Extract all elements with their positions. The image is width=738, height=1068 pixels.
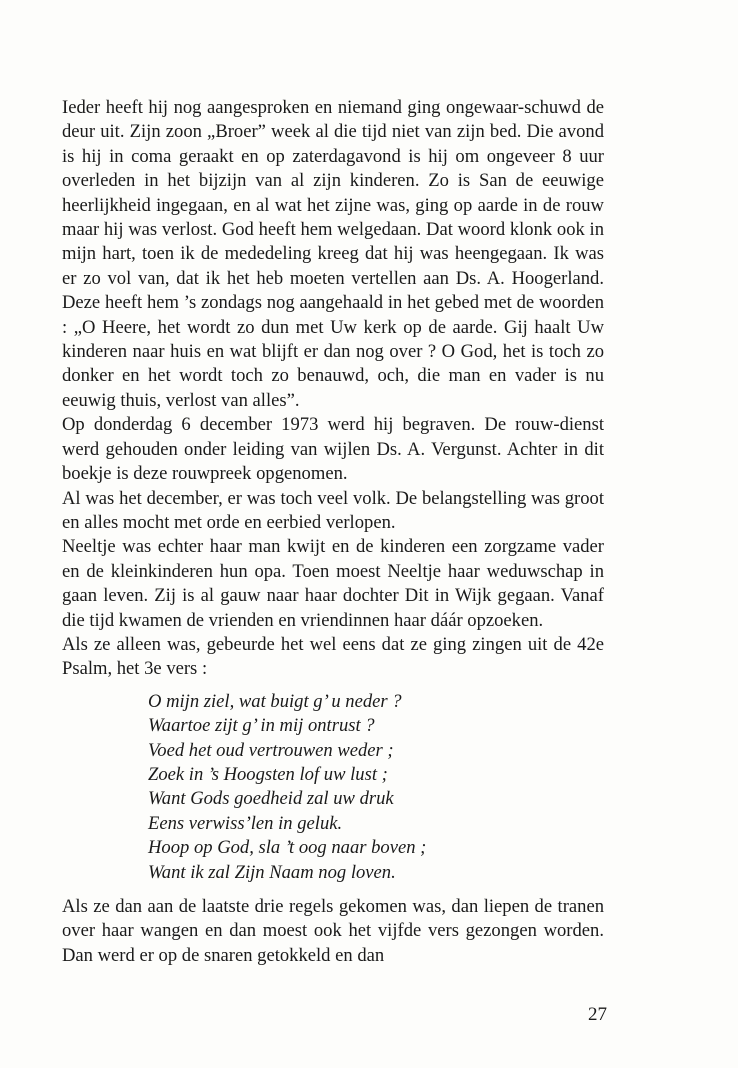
poem-line: Waartoe zijt g’ in mij ontrust ? — [148, 715, 375, 737]
poem-line: Voed het oud vertrouwen weder ; — [148, 739, 394, 761]
paragraph-funeral: Op donderdag 6 december 1973 werd hij begraven. De rouw-dienst werd gehouden onder leiding van wijlen Ds. A. Vergunst. Achter in dit boekje is deze rouwpreek opgenomen. — [62, 414, 604, 485]
paragraph-psalm-intro: Als ze alleen was, gebeurde het wel eens dat ze ging zingen uit de 42e Psalm, het 3e vers : — [62, 633, 604, 680]
poem-line: Hoop op God, sla ’t oog naar boven ; — [148, 837, 427, 859]
page-number: 27 — [588, 1004, 607, 1025]
body-text — [62, 96, 604, 968]
poem-line: O mijn ziel, wat buigt g’ u neder ? — [148, 690, 402, 712]
psalm-verse — [148, 690, 604, 885]
poem-line: Zoek in ’s Hoogsten lof uw lust ; — [148, 763, 388, 785]
paragraph-death: Ieder heeft hij nog aangesproken en niemand ging ongewaar-schuwd de deur uit. Zijn zoon „Broer” week al die tijd niet van zijn bed. Die avond is hij in coma geraakt en op zaterdagavond is hij om ongeveer 8 uur overleden in het bijzijn van al zijn kinderen. Zo is San de eeuwige heerlijkheid ingegaan, en al wat het zijne was, ging op aarde in de rouw maar hij was verlost. God heeft hem welgedaan. Dat woord klonk ook in mijn hart, toen ik de mededeling kreeg dat hij was heengegaan. Ik was er zo vol van, dat ik het heb moeten vertellen aan Ds. A. Hoogerland. Deze heeft hem ’s zondags nog aangehaald in het gebed met de woorden : „O Heere, het wordt zo dun met Uw kerk op de aarde. Gij haalt Uw kinderen naar huis en wat blijft er dan nog over ? O God, het is toch zo donker en het wordt toch zo benauwd, och, die man en vader is nu eeuwig thuis, verlost van alles”. — [62, 97, 604, 411]
poem-line: Want ik zal Zijn Naam nog loven. — [148, 861, 396, 883]
poem-line: Eens verwiss’len in geluk. — [148, 812, 343, 834]
paragraph-widowhood: Neeltje was echter haar man kwijt en de kinderen een zorgzame vader en de kleinkinderen hun opa. Toen moest Neeltje haar weduwschap in gaan leven. Zij is al gauw naar haar dochter Dit in Wijk gegaan. Vanaf die tijd kwamen de vrienden en vriendinnen haar dáár opzoeken. — [62, 536, 604, 631]
poem-line: Want Gods goedheid zal uw druk — [148, 788, 394, 810]
paragraph-attendance: Al was het december, er was toch veel volk. De belangstelling was groot en alles mocht met orde en eerbied verlopen. — [62, 487, 604, 533]
paragraph-closing: Als ze dan aan de laatste drie regels gekomen was, dan liepen de tranen over haar wangen en dan moest ook het vijfde vers gezongen worden. Dan werd er op de snaren getokkeld en dan — [62, 896, 604, 966]
